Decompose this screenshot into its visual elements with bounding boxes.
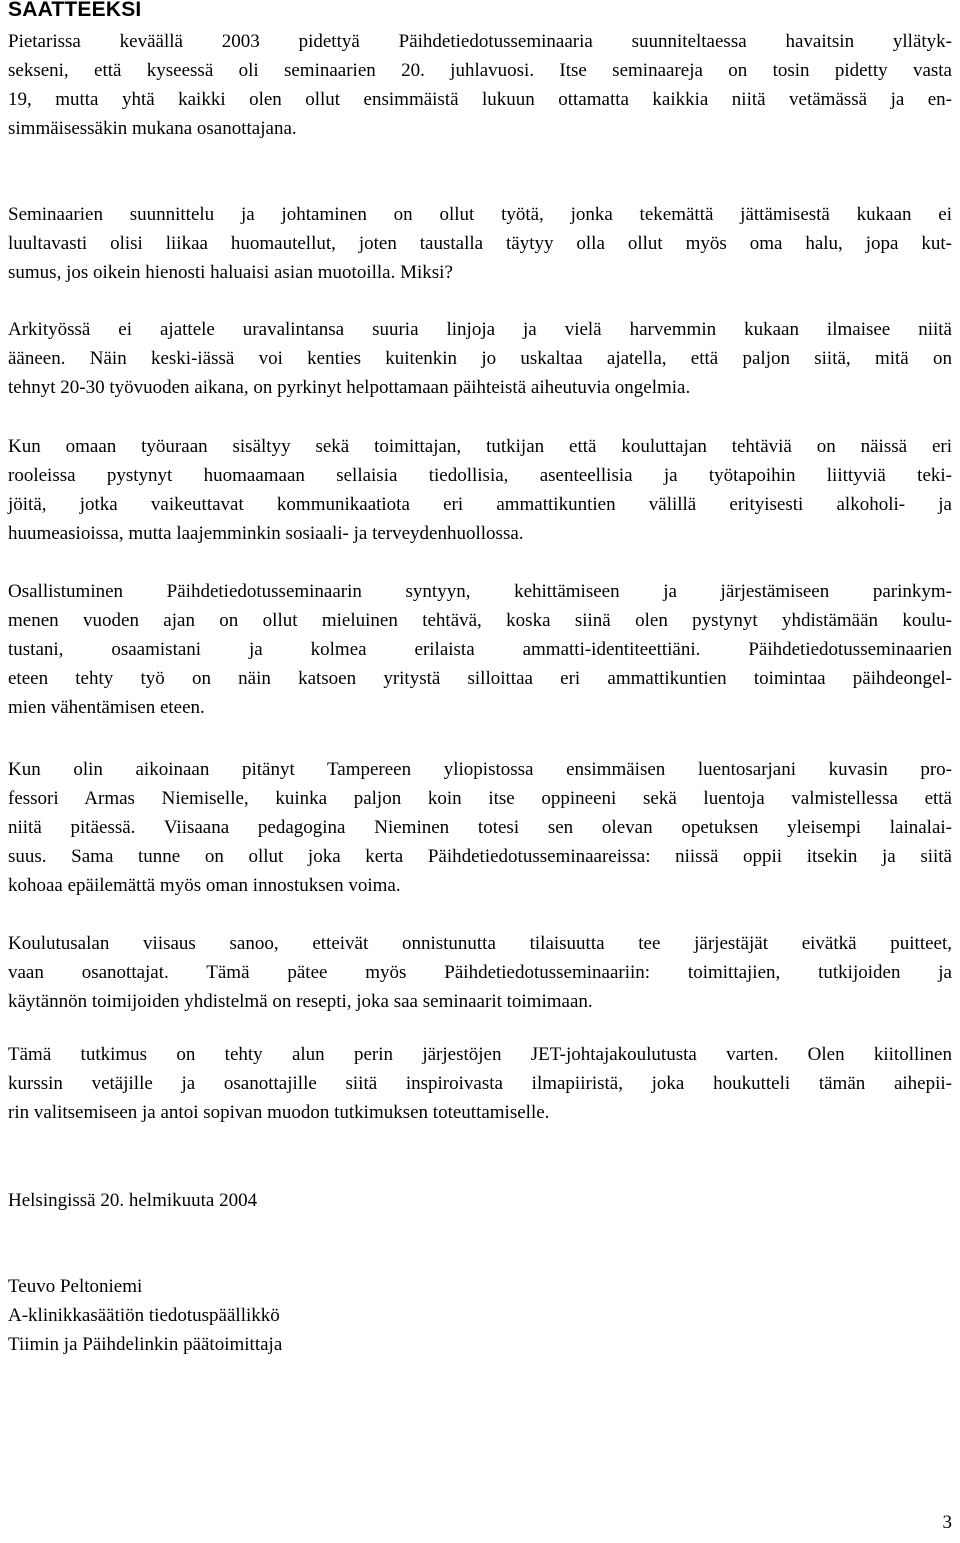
paragraph-line: Pietarissa keväällä 2003 pidettyä Päihdetiedotusseminaaria suunniteltaessa havaitsin yllätyk- <box>8 31 952 52</box>
document-title: SAATTEEKSI <box>8 0 142 21</box>
paragraph-line: kurssin vetäjille ja osanottajille siitä inspiroivasta ilmapiiristä, joka houkutteli tämän aihepii- <box>8 1073 952 1094</box>
paragraph-line: Seminaarien suunnittelu ja johtaminen on ollut työtä, jonka tekemättä jättämisestä kukaan ei <box>8 204 952 225</box>
paragraph-line: ääneen. Näin keski-iässä voi kenties kuitenkin jo uskaltaa ajatella, että paljon siitä, mitä on <box>8 348 952 369</box>
paragraph-line: mien vähentämisen eteen. <box>8 697 205 718</box>
paragraph-line: luultavasti olisi liikaa huomautellut, joten taustalla täytyy olla ollut myös oma halu, jopa kut- <box>8 233 952 254</box>
paragraph-line: Kun omaan työuraan sisältyy sekä toimittajan, tutkijan että kouluttajan tehtäviä on näissä eri <box>8 436 952 457</box>
paragraph-3 <box>8 315 952 402</box>
paragraph-line: vaan osanottajat. Tämä pätee myös Päihdetiedotusseminaariin: toimittajien, tutkijoiden ja <box>8 962 952 983</box>
paragraph-line: sekseni, että kyseessä oli seminaarien 20. juhlavuosi. Itse seminaareja on tosin pidetty vasta <box>8 60 952 81</box>
paragraph-line: rin valitsemiseen ja antoi sopivan muodon tutkimuksen toteuttamiselle. <box>8 1102 550 1123</box>
paragraph-1 <box>8 27 952 143</box>
paragraph-line: rooleissa pystynyt huomaamaan sellaisia tiedollisia, asenteellisia ja työtapoihin liittyviä teki- <box>8 465 952 486</box>
paragraph-line: menen vuoden ajan on ollut mieluinen tehtävä, koska siinä olen pystynyt yhdistämään koulu- <box>8 610 952 631</box>
paragraph-8 <box>8 1040 952 1127</box>
page-number: 3 <box>942 1512 952 1533</box>
paragraph-line: jöitä, jotka vaikeuttavat kommunikaatiota eri ammattikuntien välillä erityisesti alkoholi- ja <box>8 494 952 515</box>
place-date-text: Helsingissä 20. helmikuuta 2004 <box>8 1190 258 1211</box>
paragraph-line: suus. Sama tunne on ollut joka kerta Päihdetiedotusseminaareissa: niissä oppii itsekin ja siitä <box>8 846 952 867</box>
paragraph-4 <box>8 432 952 548</box>
place-date <box>8 1186 257 1215</box>
paragraph-7 <box>8 929 952 1016</box>
paragraph-line: Arkityössä ei ajattele uravalintansa suuria linjoja ja vielä harvemmin kukaan ilmaisee niitä <box>8 319 952 340</box>
paragraph-6 <box>8 755 952 900</box>
paragraph-line: tehnyt 20-30 työvuoden aikana, on pyrkinyt helpottamaan päihteistä aiheutuvia ongelmia. <box>8 377 691 398</box>
paragraph-line: sumus, jos oikein hienosti haluaisi asian muotoilla. Miksi? <box>8 262 453 283</box>
paragraph-line: kohoaa epäilemättä myös oman innostuksen voima. <box>8 875 401 896</box>
signature-title-1: A-klinikkasäätiön tiedotuspäällikkö <box>8 1305 280 1326</box>
paragraph-line: simmäisessäkin mukana osanottajana. <box>8 118 297 139</box>
paragraph-line: huumeasioissa, mutta laajemminkin sosiaali- ja terveydenhuollossa. <box>8 523 524 544</box>
paragraph-line: 19, mutta yhtä kaikki olen ollut ensimmäistä lukuun ottamatta kaikkia niitä vetämässä ja en- <box>8 89 952 110</box>
signature-block <box>8 1272 282 1359</box>
paragraph-line: fessori Armas Niemiselle, kuinka paljon koin itse oppineeni sekä luentoja valmistellessa että <box>8 788 952 809</box>
paragraph-line: Kun olin aikoinaan pitänyt Tampereen yliopistossa ensimmäisen luentosarjani kuvasin pro- <box>8 759 952 780</box>
signature-title-2: Tiimin ja Päihdelinkin päätoimittaja <box>8 1334 283 1355</box>
paragraph-line: Koulutusalan viisaus sanoo, etteivät onnistunutta tilaisuutta tee järjestäjät eivätkä puitteet, <box>8 933 952 954</box>
paragraph-line: eteen tehty työ on näin katsoen yritystä silloittaa eri ammattikuntien toimintaa päihdeongel- <box>8 668 952 689</box>
paragraph-line: niitä pitäessä. Viisaana pedagogina Nieminen totesi sen olevan opetuksen yleisempi lainalai- <box>8 817 952 838</box>
signature-name: Teuvo Peltoniemi <box>8 1276 143 1297</box>
paragraph-line: tustani, osaamistani ja kolmea erilaista ammatti-identiteettiäni. Päihdetiedotusseminaarien <box>8 639 952 660</box>
paragraph-2 <box>8 200 952 287</box>
paragraph-line: Tämä tutkimus on tehty alun perin järjestöjen JET-johtajakoulutusta varten. Olen kiitollinen <box>8 1044 952 1065</box>
paragraph-line: Osallistuminen Päihdetiedotusseminaarin syntyyn, kehittämiseen ja järjestämiseen parinkym- <box>8 581 952 602</box>
paragraph-5 <box>8 577 952 722</box>
paragraph-line: käytännön toimijoiden yhdistelmä on resepti, joka saa seminaarit toimimaan. <box>8 991 593 1012</box>
